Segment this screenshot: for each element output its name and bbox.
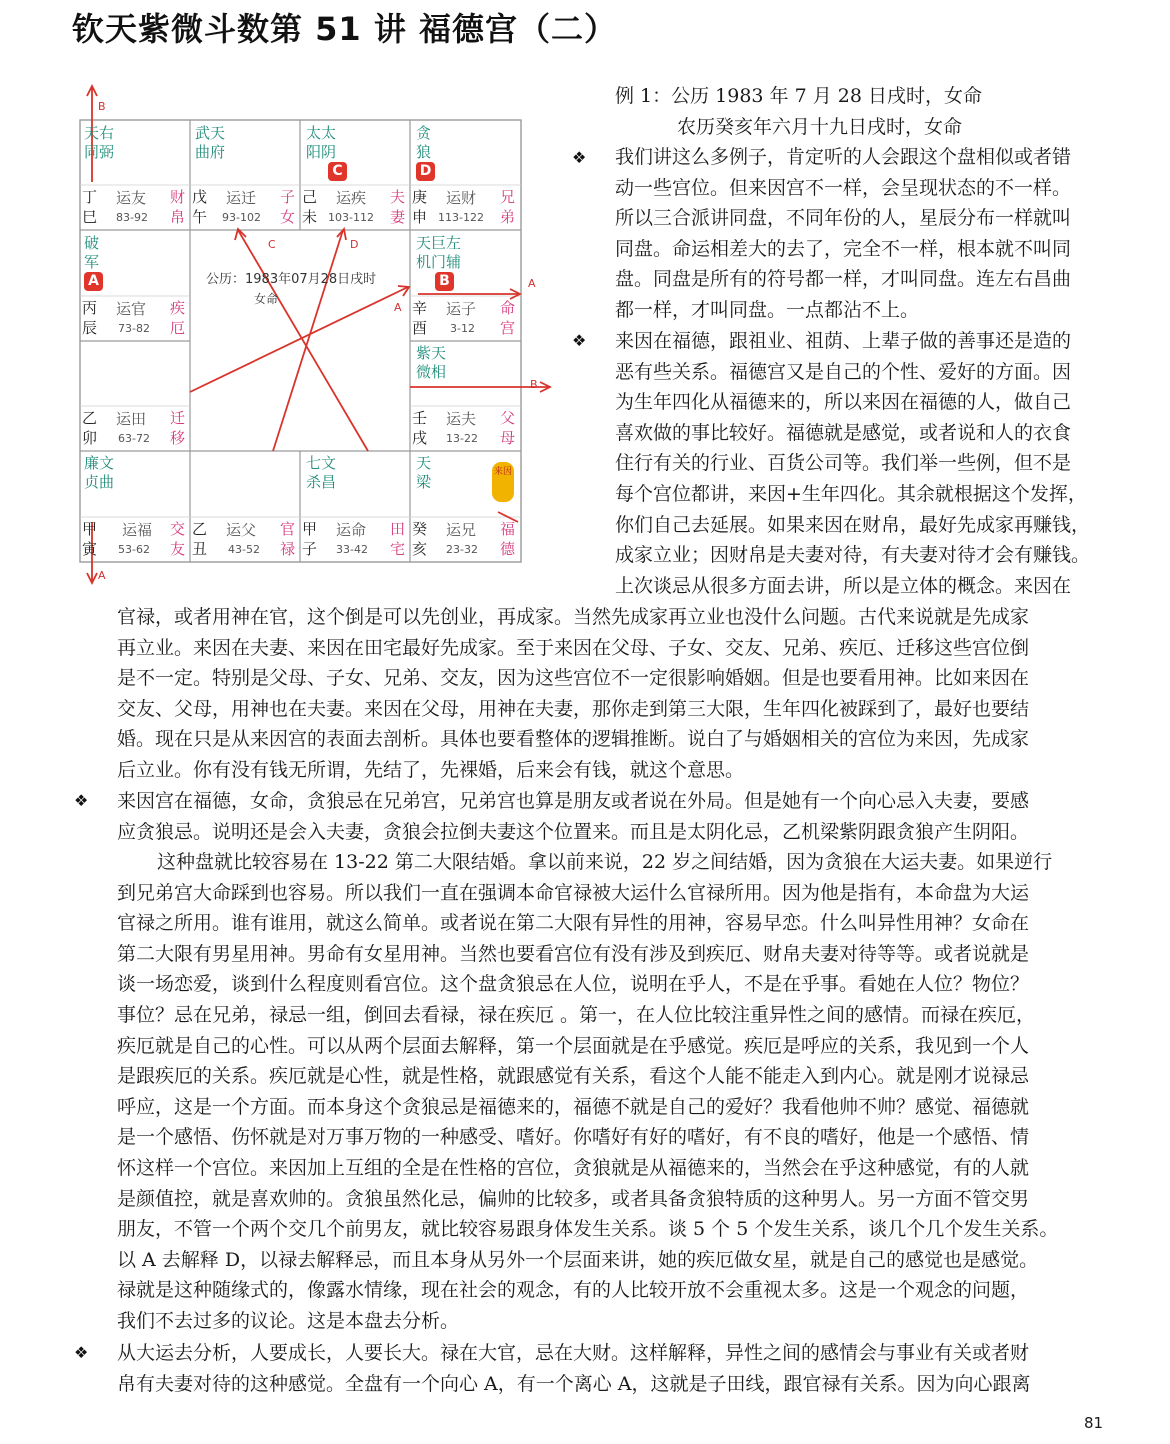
- bullet-icon: ❖: [572, 148, 587, 167]
- arrow-label: C: [268, 238, 276, 251]
- arrow-label: A: [394, 301, 402, 314]
- example-gregorian: 例 1：公历 1983 年 7 月 28 日戌时，女命: [615, 85, 982, 107]
- page-number: 81: [1084, 1414, 1104, 1432]
- paragraph-dayun-analysis: 从大运去分析，人要成长，人要长大。禄在大官，忌在大财。这样解释，异性之间的感情会与事业有关或者财 帛有夫妻对待的这种感觉。全盘有一个向心 A，有一个离心 A，这就是子田线，跟官禄有关系。因为向心跟离: [117, 1342, 1031, 1395]
- ziwei-chart: [78, 82, 558, 587]
- palace-zi: 甲子 运命 33-42 田宅: [302, 520, 406, 558]
- stars-yin: 廉文 贞曲: [84, 454, 115, 491]
- palace-wei: 己未 运疾 103-112 夫妻: [302, 188, 406, 226]
- stars-chen: 破 军: [84, 234, 100, 271]
- paragraph-laiyin-fude-cont: 官禄，或者用神在官，这个倒是可以先创业，再成家。当然先成家再立业也没什么问题。古代来说就是先成家 再立业。来因在夫妻、来因在田宅最好先成家。至于来因在父母、子女、交友、兄弟、疾厄、迁移这些宫位倒 是不一定。特别是父母、子女、兄弟、交友，因为这些宫位不一定很影响婚姻。但是也要看用神。比如来因在 交友、父母，用神也在夫妻。来因在父母，用神在夫妻，那你走到第三大限，生年四化被踩到了，最好也要结 婚。现在只是从来因宫的表面去剖析。具体也要看整体的逻辑推断。说白了与婚姻相关的宫位为来因，先成家 后立业。你有没有钱无所谓，先结了，先裸婚，后来会有钱，就这个意思。: [117, 606, 1030, 781]
- paragraph-marriage-timing: 这种盘就比较容易在 13-22 第二大限结婚。拿以前来说，22 岁之间结婚，因为贪狼在大运夫妻。如果逆行 到兄弟宫大命踩到也容易。所以我们一直在强调本命官禄被大运什么官禄所用。因为他是指有，本命盘为大运 官禄之所用。谁有谁用，就这么简单。或者说在第二大限有异性的用神，容易早恋。什么叫异性用神？女命在 第二大限有男星用神。男命有女星用神。当然也要看宫位有没有涉及到疾厄、财帛夫妻对待等等。或者说就是 谈一场恋爱，谈到什么程度则看宫位。这个盘贪狼忌在人位，说明在乎人，不是在乎事。看她在人位？物位？ 事位？忌在兄弟，禄忌一组，倒回去看禄，禄在疾厄 。第一，在人位比较注重异性之间的感情。而禄在疾厄， 疾厄就是自己的心性。可以从两个层面去解释，第一个层面就是在乎感觉。疾厄是呼应的关系，我见到一个人 是跟疾厄的关系。疾厄就是心性，就是性格，就跟感觉有关系，看这个人能不能走入到内心。就是刚才说禄忌 呼应，这是一个方面。而本身这个贪狼忌是福德来的，福德不就是自己的爱好？我看他帅不帅？感觉、福德就 是一个感悟、伤怀就是对万事万物的一种感受、嗜好。你嗜好有好的嗜好，有不良的嗜好，他是一个感悟、情 怀这样一个宫位。来因加上互组的全是在性格的宫位，贪狼就是从福德来的，当然会在乎这种感觉，有的人就 是颜值控，就是喜欢帅的。贪狼虽然化忌，偏帅的比较多，或者具备贪狼特质的这种男人。另一方面不管交男 朋友，不管一个两个交几个前男友，就比较容易跟身体发生关系。谈 5 个 5 个发生关系，谈几个几个发生关系。 以 A 去解释 D，以禄去解释忌，而且本身从另外一个层面来讲，她的疾厄做女星，就是自己的感觉也是感觉。 禄就是这种随缘式的，像露水情缘，现在社会的观念，有的人比较开放不会重视太多。这是一个观念的问题， 我们不去过多的议论。这是本盘去分析。: [117, 851, 1059, 1332]
- stars-shen: 贪 狼: [416, 124, 432, 161]
- badge-a: A: [84, 272, 103, 291]
- palace-si: 丁巳 运友 83-92 财帛: [82, 188, 186, 226]
- paragraph-tanlang-ji: 来因宫在福德，女命，贪狼忌在兄弟宫，兄弟宫也算是朋友或者说在外局。但是她有一个向心忌入夫妻，要感 应贪狼忌。说明还是会入夫妻，贪狼会拉倒夫妻这个位置来。而且是太阴化忌，乙机梁紫阴跟贪狼产生阴阳。: [117, 790, 1030, 843]
- palace-shen: 庚申 运财 113-122 兄弟: [412, 188, 516, 226]
- stars-hai: 天 梁: [416, 454, 432, 491]
- bullet-icon: ❖: [572, 331, 587, 350]
- arrow-label: A: [528, 277, 536, 290]
- bullet-icon: ❖: [74, 1343, 89, 1362]
- chart-birth-date: 公历：1983年07月28日戌时: [206, 272, 377, 287]
- stars-wei: 太太 阳阴: [306, 124, 337, 161]
- stars-wu: 武天 曲府: [195, 124, 226, 161]
- chart-gender: 女命: [254, 292, 279, 306]
- page-title: 钦天紫微斗数第 51 讲 福德宫（二）: [72, 10, 617, 48]
- bullet-icon: ❖: [74, 791, 89, 810]
- palace-wu: 戊午 运迁 93-102 子女: [192, 188, 296, 226]
- stars-xu: 紫天 微相: [416, 344, 447, 381]
- badge-d: D: [416, 162, 435, 181]
- arrow-label: A: [98, 569, 106, 582]
- arrow-label: B: [530, 378, 538, 391]
- palace-yin: 甲寅 运福 53-62 交友: [82, 520, 186, 558]
- laiyin-seal: 来因: [492, 462, 514, 502]
- stars-zi: 七文 杀昌: [306, 454, 337, 491]
- palace-chou: 乙丑 运父 43-52 官禄: [192, 520, 296, 558]
- arrow-label: D: [350, 238, 359, 251]
- example-lunar: 农历癸亥年六月十九日戌时，女命: [677, 116, 963, 138]
- stars-you: 天巨左 机门辅: [416, 234, 462, 271]
- stars-si: 天右 同弼: [84, 124, 115, 161]
- palace-you: 辛酉 运子 3-12 命宫: [412, 299, 516, 337]
- palace-chen: 丙辰 运官 73-82 疾厄: [82, 299, 186, 337]
- paragraph-same-chart: 我们讲这么多例子，肯定听的人会跟这个盘相似或者错 动一些宫位。但来因宫不一样，会呈现状态的不一样。 所以三合派讲同盘，不同年份的人，星辰分布一样就叫 同盘。命运相差大的去了，完全不一样，根本就不叫同 盘。同盘是所有的符号都一样，才叫同盘。连左右昌曲 都一样，才叫同盘。一点都沾不上。: [615, 146, 1072, 321]
- arrow-label: B: [98, 100, 106, 113]
- palace-xu: 壬戌 运夫 13-22 父母: [412, 409, 516, 447]
- badge-b: B: [435, 272, 454, 291]
- paragraph-laiyin-fude: 来因在福德，跟祖业、祖荫、上辈子做的善事还是造的 恶有些关系。福德宫又是自己的个性、爱好的方面。因 为生年四化从福德来的，所以来因在福德的人，做自己 喜欢做的事比较好。福德就是感觉，或者说和人的衣食 住行有关的行业、百货公司等。我们举一些例，但不是 每个宫位都讲，来因+生年四化。其余就根据这个发挥， 你们自己去延展。如果来因在财帛，最好先成家再赚钱， 成家立业；因财帛是夫妻对待，有夫妻对待才会有赚钱。 上次谈忌从很多方面去讲，所以是立体的概念。来因在: [615, 330, 1091, 597]
- badge-c: C: [328, 162, 347, 181]
- palace-mao: 乙卯 运田 63-72 迁移: [82, 409, 186, 447]
- palace-hai: 癸亥 运兄 23-32 福德: [412, 520, 516, 558]
